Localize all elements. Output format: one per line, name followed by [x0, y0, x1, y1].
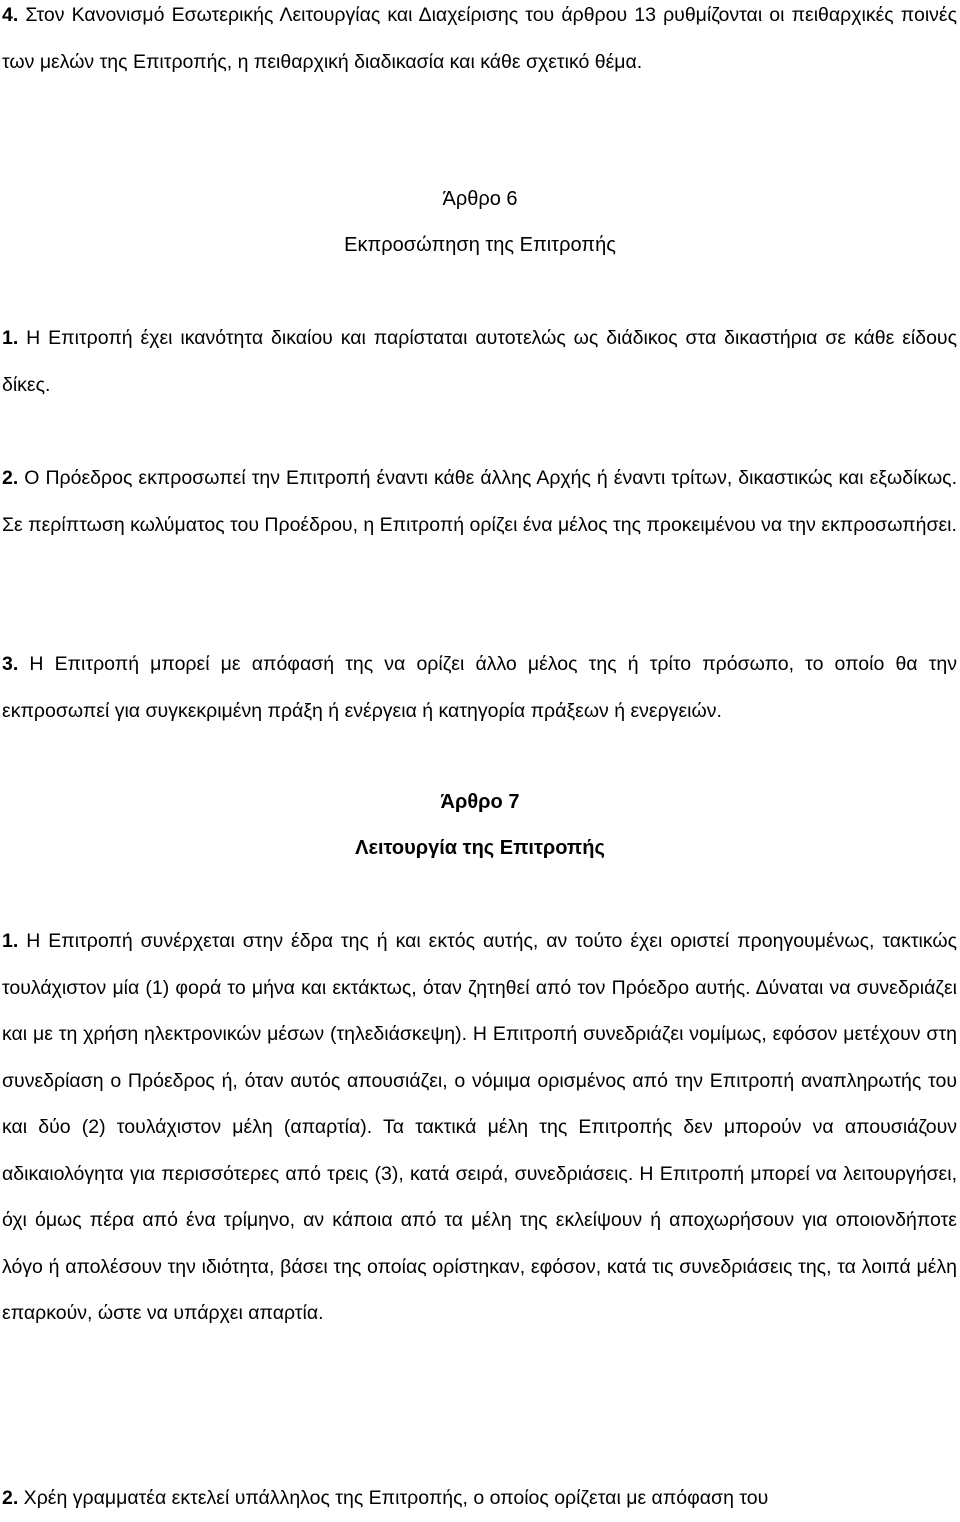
- paragraph-number: 1.: [2, 327, 19, 349]
- article7-paragraph-1: [2, 918, 957, 1337]
- article7-paragraph-2: [2, 1475, 957, 1522]
- article6-paragraph-3: [2, 641, 957, 734]
- article6-paragraph-2: [2, 455, 957, 548]
- paragraph-number: 1.: [2, 930, 19, 952]
- article7-subtitle: Λειτουργία της Επιτροπής: [355, 837, 605, 859]
- article6-title: Άρθρο 6: [442, 188, 518, 210]
- article6-subtitle: Εκπροσώπηση της Επιτροπής: [344, 234, 616, 256]
- article6-paragraph-1: [2, 315, 957, 408]
- paragraph-number: 2.: [2, 1487, 19, 1509]
- article5-paragraph-4: [2, 0, 957, 85]
- paragraph-number: 2.: [2, 467, 19, 489]
- paragraph-number: 3.: [2, 653, 19, 675]
- paragraph-text: Η Επιτροπή μπορεί με απόφασή της να ορίζει άλλο μέλος της ή τρίτο πρόσωπο, το οποίο θα την εκπροσωπεί για συγκεκριμένη πράξη ή ενέργεια ή κατηγορία πράξεων ή ενεργειών.: [2, 653, 957, 722]
- paragraph-text: Η Επιτροπή έχει ικανότητα δικαίου και παρίσταται αυτοτελώς ως διάδικος στα δικαστήρια σε κάθε είδους δίκες.: [2, 327, 957, 396]
- paragraph-number: 4.: [2, 4, 19, 26]
- paragraph-text: Η Επιτροπή συνέρχεται στην έδρα της ή και εκτός αυτής, αν τούτο έχει οριστεί προηγουμένως, τακτικώς τουλάχιστον μία (1) φορά το μήνα και εκτάκτως, όταν ζητηθεί από τον Πρόεδρο αυτής. Δύναται να συνεδριάζει και με τη χρήση ηλεκτρονικών μέσων (τηλεδιάσκεψη). Η Επιτροπή συνεδριάζει νομίμως, εφόσον μετέχουν στη συνεδρίαση ο Πρόεδρος ή, όταν αυτός απουσιάζει, ο νόμιμα ορισμένος από την Επιτροπή αναπληρωτής του και δύο (2) τουλάχιστον μέλη (απαρτία). Τα τακτικά μέλη της Επιτροπής δεν μπορούν να απουσιάζουν αδικαιολόγητα για περισσότερες από τρεις (3), κατά σειρά, συνεδριάσεις. Η Επιτροπή μπορεί να λειτουργήσει, όχι όμως πέρα από ένα τρίμηνο, αν κάποια από τα μέλη της εκλείψουν ή αποχωρήσουν για οποιονδήποτε λόγο ή απολέσουν την ιδιότητα, βάσει της οποίας ορίστηκαν, εφόσον, κατά τις συνεδριάσεις της, τα λοιπά μέλη επαρκούν, ώστε να υπάρχει απαρτία.: [2, 930, 957, 1324]
- paragraph-text: Χρέη γραμματέα εκτελεί υπάλληλος της Επιτροπής, ο οποίος ορίζεται με απόφαση του: [18, 1487, 769, 1509]
- paragraph-text: Ο Πρόεδρος εκπροσωπεί την Επιτροπή έναντι κάθε άλλης Αρχής ή έναντι τρίτων, δικαστικώς και εξωδίκως. Σε περίπτωση κωλύματος του Προέδρου, η Επιτροπή ορίζει ένα μέλος της προκειμένου να την εκπροσωπήσει.: [2, 467, 957, 536]
- article7-title: Άρθρο 7: [440, 791, 520, 813]
- paragraph-text: Στον Κανονισμό Εσωτερικής Λειτουργίας και Διαχείρισης του άρθρου 13 ρυθμίζονται οι πειθαρχικές ποινές των μελών της Επιτροπής, η πειθαρχική διαδικασία και κάθε σχετικό θέμα.: [2, 4, 957, 73]
